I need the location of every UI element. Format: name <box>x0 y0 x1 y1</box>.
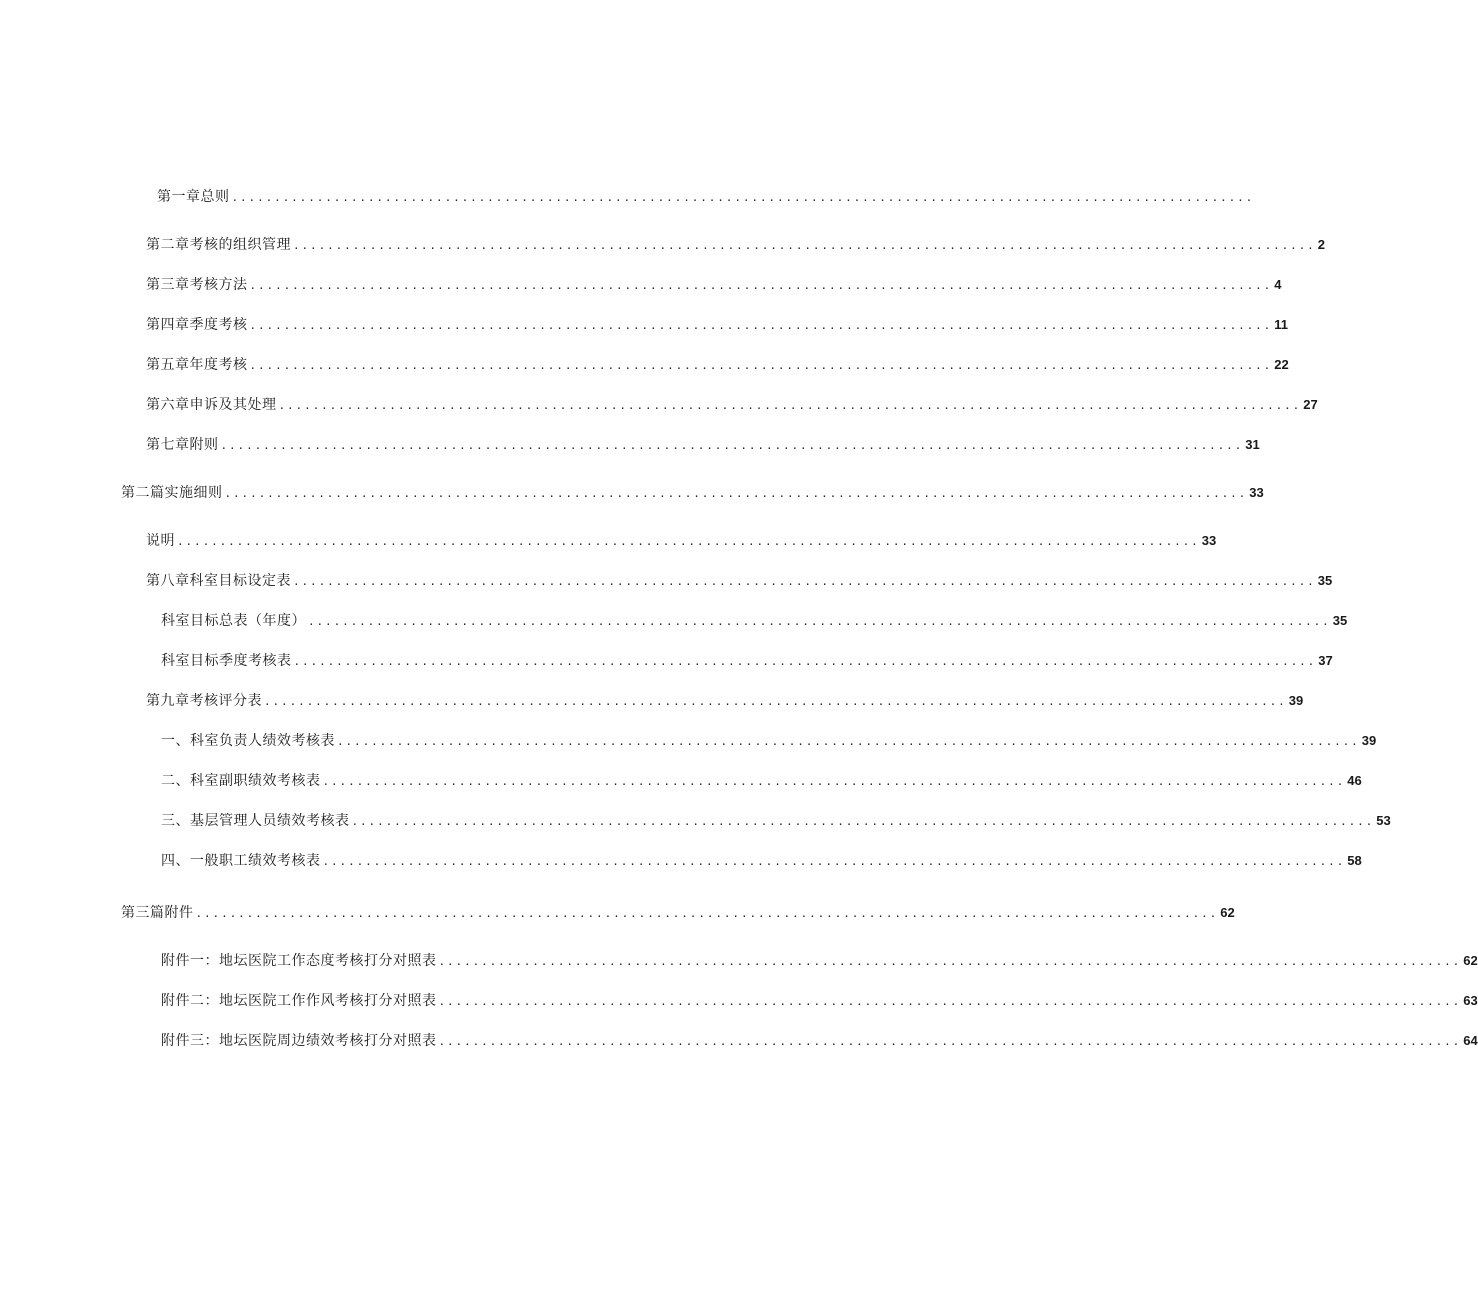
toc-entry-page: 33 <box>1201 533 1217 548</box>
toc-entry-label: 第九章考核评分表 <box>146 693 262 709</box>
dot-leader: ........................................................................................................................ <box>249 319 1273 332</box>
toc-entry-section-4[interactable] <box>161 850 1362 872</box>
toc-entry-chapter-6[interactable] <box>146 394 1318 416</box>
toc-entry-page: 37 <box>1318 653 1333 668</box>
toc-entry-label: 科室目标总表（年度） <box>161 613 306 629</box>
toc-entry-section-2[interactable] <box>161 770 1362 792</box>
dot-leader: ........................................................................................................................ <box>438 995 1462 1008</box>
dot-leader: ........................................................................................................................ <box>220 439 1244 452</box>
toc-entry-label: 科室目标季度考核表 <box>161 653 292 669</box>
toc-entry-label: 第一章总则 <box>157 189 230 205</box>
toc-entry-section-3[interactable] <box>161 810 1391 832</box>
dot-leader: ........................................................................................................................ <box>278 399 1302 412</box>
toc-entry-attachment-1[interactable] <box>161 950 1478 972</box>
toc-entry-dept-annual-goals[interactable] <box>161 610 1348 632</box>
dot-leader: ........................................................................................................................ <box>293 655 1317 668</box>
toc-entry-page: 62 <box>1463 953 1478 968</box>
toc-entry-chapter-8[interactable] <box>146 570 1333 592</box>
dot-leader: ........................................................................................................................ <box>322 855 1346 868</box>
toc-entry-chapter-5[interactable] <box>146 354 1289 376</box>
toc-entry-page: 35 <box>1332 613 1348 628</box>
toc-entry-label: 第二篇实施细则 <box>121 485 223 501</box>
toc-entry-label: 附件一：地坛医院工作态度考核打分对照表 <box>161 953 437 969</box>
dot-leader: ........................................................................................................................ <box>177 535 1200 548</box>
dot-leader: ........................................................................................................................ <box>351 815 1375 828</box>
toc-entry-explanation[interactable] <box>146 530 1217 552</box>
dot-leader: ........................................................................................................................ <box>293 239 1316 252</box>
toc-entry-page: 58 <box>1347 853 1362 868</box>
toc-entry-label: 一、科室负责人绩效考核表 <box>161 733 335 749</box>
toc-entry-label: 四、一般职工绩效考核表 <box>161 853 321 869</box>
dot-leader: ........................................................................................................................ <box>224 487 1248 500</box>
toc-entry-label: 二、科室副职绩效考核表 <box>161 773 321 789</box>
toc-entry-chapter-2[interactable] <box>146 234 1325 256</box>
toc-entry-chapter-3[interactable] <box>146 274 1282 296</box>
toc-entry-label: 三、基层管理人员绩效考核表 <box>161 813 350 829</box>
toc-entry-page: 53 <box>1376 813 1391 828</box>
toc-entry-label: 第三篇附件 <box>121 905 194 921</box>
toc-entry-attachment-3[interactable] <box>161 1030 1478 1052</box>
toc-entry-part-3[interactable] <box>121 902 1235 924</box>
toc-entry-label: 第七章附则 <box>146 437 219 453</box>
toc-entry-label: 附件三：地坛医院周边绩效考核打分对照表 <box>161 1033 437 1049</box>
dot-leader: ........................................................................................................................ <box>337 735 1360 748</box>
toc-entry-attachment-2[interactable] <box>161 990 1478 1012</box>
toc-entry-part-2[interactable] <box>121 482 1264 504</box>
dot-leader: ........................................................................................................................ <box>249 279 1273 292</box>
toc-entry-label: 说明 <box>146 533 175 549</box>
toc-entry-page: 11 <box>1274 317 1288 332</box>
toc-entry-page: 33 <box>1249 485 1264 500</box>
toc-entry-page: 64 <box>1463 1033 1478 1048</box>
toc-entry-chapter-4[interactable] <box>146 314 1288 336</box>
dot-leader: ........................................................................................................................ <box>249 359 1273 372</box>
toc-entry-page: 39 <box>1361 733 1377 748</box>
dot-leader: ........................................................................................................................ <box>308 615 1331 628</box>
dot-leader: ........................................................................................................................ <box>438 1035 1462 1048</box>
dot-leader: ........................................................................................................................ <box>438 955 1462 968</box>
toc-entry-page: 4 <box>1274 277 1282 292</box>
toc-entry-dept-quarterly-goals[interactable] <box>161 650 1333 672</box>
toc-entry-section-1[interactable] <box>161 730 1377 752</box>
toc-entry-label: 第八章科室目标设定表 <box>146 573 291 589</box>
toc-entry-label: 第六章申诉及其处理 <box>146 397 277 413</box>
dot-leader: ........................................................................................................................ <box>195 907 1219 920</box>
toc-entry-page: 46 <box>1347 773 1362 788</box>
toc-entry-label: 第三章考核方法 <box>146 277 248 293</box>
toc-entry-page: 31 <box>1245 437 1260 452</box>
dot-leader: ........................................................................................................................ <box>293 575 1316 588</box>
toc-entry-chapter-7[interactable] <box>146 434 1260 456</box>
dot-leader: ........................................................................................................................ <box>322 775 1346 788</box>
toc-entry-page: 63 <box>1463 993 1478 1008</box>
toc-entry-page: 2 <box>1317 237 1325 252</box>
toc-entry-label: 第二章考核的组织管理 <box>146 237 291 253</box>
toc-entry-label: 第五章年度考核 <box>146 357 248 373</box>
toc-entry-page: 39 <box>1288 693 1304 708</box>
toc-entry-page: 27 <box>1303 397 1318 412</box>
toc-entry-page: 35 <box>1317 573 1333 588</box>
toc-entry-chapter-1[interactable] <box>157 186 1255 208</box>
toc-entry-page: 22 <box>1274 357 1289 372</box>
toc-entry-chapter-9[interactable] <box>146 690 1304 712</box>
dot-leader: ........................................................................................................................ <box>264 695 1287 708</box>
toc-entry-label: 附件二：地坛医院工作作风考核打分对照表 <box>161 993 437 1009</box>
toc-entry-page: 62 <box>1220 905 1235 920</box>
toc-entry-label: 第四章季度考核 <box>146 317 248 333</box>
dot-leader: ........................................................................................................................ <box>231 191 1255 204</box>
